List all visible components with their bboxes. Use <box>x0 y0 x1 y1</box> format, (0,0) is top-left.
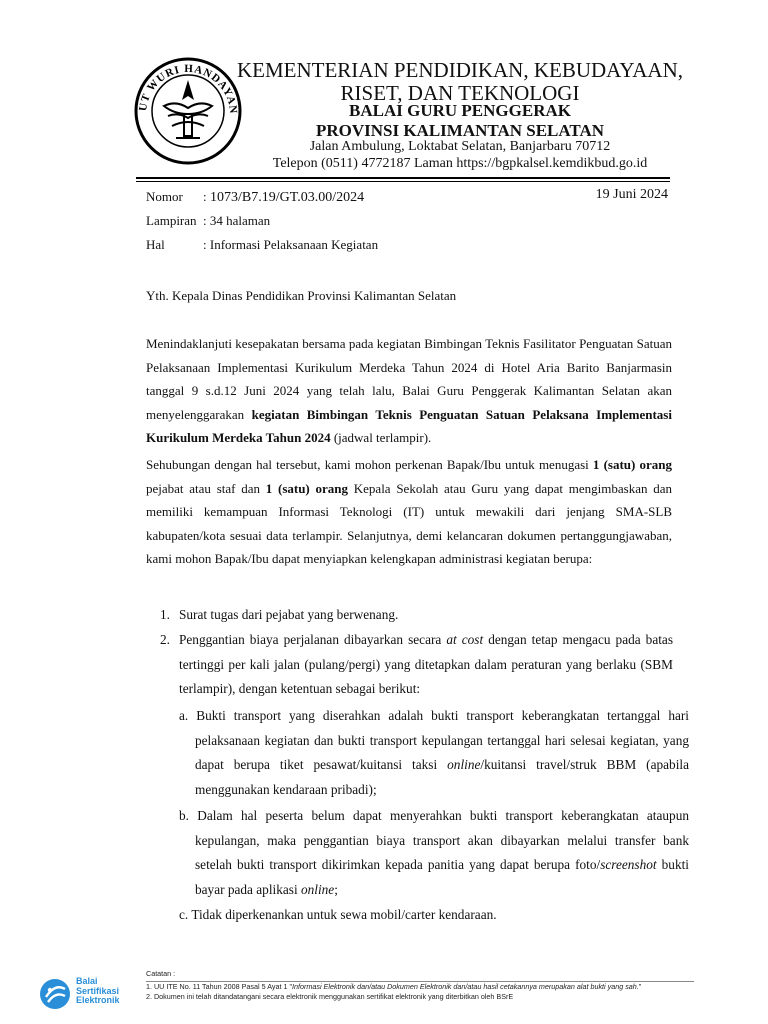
bsre-logo-icon <box>38 977 72 1011</box>
item2-text-a: Penggantian biaya perjalanan dibayarkan secara <box>179 632 447 647</box>
p1-text-b: (jadwal terlampir). <box>330 430 432 446</box>
nomor-label: Nomor <box>146 189 183 204</box>
nomor-value: 1073/B7.19/GT.03.00/2024 <box>210 190 365 205</box>
list-text: Surat tugas dari pejabat yang berwenang. <box>179 607 399 622</box>
item2-text-b: dengan tetap mengacu pada batas tertinggi per kali jalan (pulang/pergi) yang ditetapkan dalam peraturan yang berlaku (SBM terlampir), dengan ketentuan sebagai berikut: <box>179 632 674 696</box>
p2-text-b: pejabat atau staf dan <box>146 480 266 496</box>
item2-italic: at cost <box>446 632 484 647</box>
list-number: 2. <box>160 632 170 647</box>
p1-bold: kegiatan Bimbingan Teknis Penguatan Satuan Pelaksana Implementasi Kurikulum Merdeka Tahun 2024 <box>146 406 672 446</box>
paragraph-1 <box>146 332 672 450</box>
ministry-name-line1: KEMENTERIAN PENDIDIKAN, KEBUDAYAAN, <box>236 58 684 82</box>
sub-item-a-body <box>179 704 689 802</box>
hal-value: : Informasi Pelaksanaan Kegiatan <box>203 237 379 252</box>
p2-text-c: Kepala Sekolah atau Guru yang dapat mengimbaskan dan memiliki kemampuan Informasi Teknologi (IT) untuk mewakili dari jenjang SMA-SLB kabupaten/kota sesuai data terlampir. Selanjutnya, demi kelancaran dokumen pertanggungjawaban, kami mohon Bapak/Ibu dapat menyiapkan kelengkapan administrasi kegiatan berupa: <box>146 480 672 567</box>
sub-letter: c. <box>179 907 189 922</box>
province-name: PROVINSI KALIMANTAN SELATAN <box>315 121 605 140</box>
bsre-line-3: Elektronik <box>76 995 120 1005</box>
letterhead-divider-thick <box>136 177 670 179</box>
sub-a-text-1: Bukti transport yang diserahkan adalah bukti transport keberangkatan tertanggal hari pelaksanaan kegiatan dan bukti transport kepulangan tertanggal hari selesai kegiatan, yang dapat berupa tiket pesawat/kuitansi taksi <box>195 708 689 772</box>
sub-letter: b. <box>179 808 189 823</box>
office-contact: Telepon (0511) 4772187 Laman https://bgpkalsel.kemdikbud.go.id <box>272 156 648 171</box>
sub-item-c-body <box>179 903 689 928</box>
hal-label: Hal <box>146 237 165 252</box>
sub-item-b-body <box>179 804 689 902</box>
bsre-line-2: Sertifikasi <box>76 985 120 996</box>
sub-b-italic-1: screenshot <box>600 857 657 872</box>
letter-date: 19 Juni 2024 <box>595 187 668 202</box>
list-text <box>179 628 673 702</box>
sub-b-italic-2: online <box>300 881 335 897</box>
sub-b-text-1: Dalam hal peserta belum dapat menyerahkan bukti transport keberangkatan ataupun kepulangan, maka penggantian biaya transport akan dibayarkan melalui transfer bank setelah bukti transport dikirimkan kepada panitia yang dapat berupa foto/ <box>195 808 689 872</box>
sub-b-text-3: ; <box>334 881 338 897</box>
footer-notes <box>146 969 706 1002</box>
sub-c-text: Tidak diperkenankan untuk sewa mobil/carter kendaraan. <box>191 907 497 922</box>
bsre-line-1: Balai <box>76 976 98 986</box>
note-2: 2. Dokumen ini telah ditandatangani secara elektronik menggunakan sertifikat elektronik yang diterbitkan oleh BSrE <box>146 992 514 1001</box>
note1-text-a: 1. UU ITE No. 11 Tahun 2008 Pasal 5 Ayat 1 " <box>146 982 292 991</box>
lampiran-value: : 34 halaman <box>203 213 271 228</box>
p2-bold-1: 1 (satu) orang <box>592 457 672 472</box>
sub-letter: a. <box>179 708 189 723</box>
note1-text-b: " <box>638 982 642 991</box>
sub-a-text-2: /kuitansi travel/struk BBM (apabila menggunakan kendaraan pribadi); <box>195 757 689 797</box>
nomor-separator: : <box>203 189 207 204</box>
office-address: Jalan Ambulung, Loktabat Selatan, Banjarbaru 70712 <box>309 139 611 154</box>
office-name: BALAI GURU PENGGERAK <box>349 101 571 120</box>
p2-bold-2: 1 (satu) orang <box>265 480 349 496</box>
note1-italic: Informasi Elektronik dan/atau Dokumen Elektronik dan/atau hasil cetakannya merupakan alat bukti yang sah. <box>292 982 639 991</box>
sub-b-text-2: bukti bayar pada aplikasi <box>195 857 689 897</box>
logo-motto: UT WURI HANDAYAN <box>136 62 240 115</box>
list-number: 1. <box>160 607 170 622</box>
note-1 <box>146 982 706 992</box>
sub-item-a <box>146 704 689 804</box>
letterhead-divider-thin <box>136 181 670 182</box>
bsre-logo <box>38 974 134 1014</box>
p2-text-a: Sehubungan dengan hal tersebut, kami mohon perkenan Bapak/Ibu untuk menugasi <box>146 457 593 472</box>
ministry-name-line2: RISET, DAN TEKNOLOGI <box>340 81 580 105</box>
footer-divider <box>146 981 694 982</box>
p1-text-a: Menindaklanjuti kesepakatan bersama pada kegiatan Bimbingan Teknis Fasilitator Penguatan Satuan Pelaksanaan Implementasi Kurikulum Merdeka Tahun 2024 di Hotel Aria Barito Banjarmasin tanggal 9 s.d.12 Juni 2024 yang telah lalu, Balai Guru Penggerak Kalimantan Selatan akan menyelenggarakan <box>146 336 672 422</box>
sub-a-italic: online <box>447 757 481 772</box>
sub-item-b <box>146 804 689 904</box>
lampiran-label: Lampiran <box>146 213 197 228</box>
addressee: Yth. Kepala Dinas Pendidikan Provinsi Kalimantan Selatan <box>146 288 457 303</box>
paragraph-2 <box>146 453 672 571</box>
notes-title: Catatan : <box>146 969 176 978</box>
